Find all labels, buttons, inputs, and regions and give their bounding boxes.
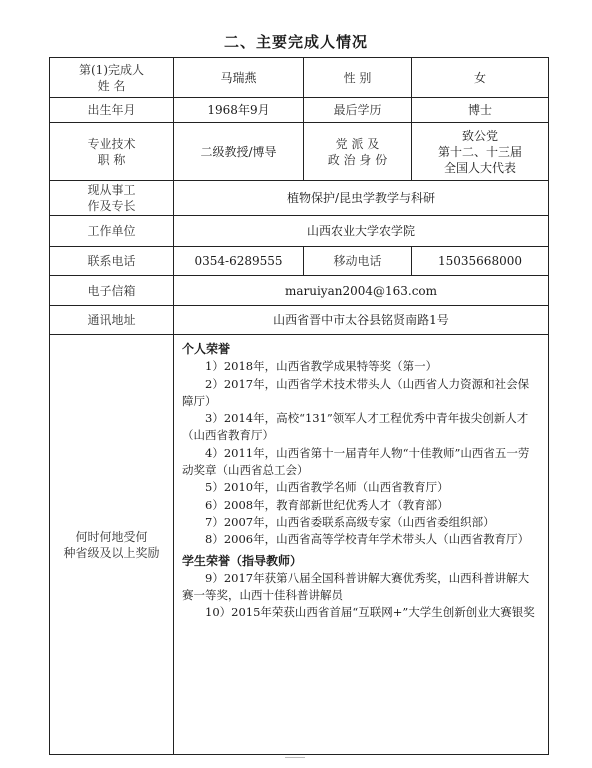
row-awards [50,335,549,755]
label-phone: 联系电话 [50,247,174,276]
label-professional-title: 专业技术 职 称 [50,123,174,181]
honor-item: 2）2017年，山西省学术技术带头人（山西省人力资源和社会保障厅） [182,376,530,408]
row-work-field [50,181,549,216]
awards-content [174,335,549,755]
honor-item: 7）2007年，山西省委联系高级专家（山西省委组织部） [205,514,495,529]
label-name: 第(1)完成人 姓 名 [50,58,174,98]
page-footer-mark [285,757,305,758]
label-employer: 工作单位 [50,216,174,247]
personal-honors-heading: 个人荣誉 [182,342,231,356]
label-education: 最后学历 [304,98,412,123]
row-phone [50,247,549,276]
value-gender: 女 [412,58,549,98]
value-phone: 0354-6289555 [174,247,304,276]
value-work-field: 植物保护/昆虫学教学与科研 [174,181,549,216]
value-employer: 山西农业大学农学院 [174,216,549,247]
personnel-info-table [49,57,549,755]
honor-item: 1）2018年，山西省教学成果特等奖（第一） [205,359,438,374]
label-work-field: 现从事工 作及专长 [50,181,174,216]
value-professional-title: 二级教授/博导 [174,123,304,181]
honor-item: 4）2011年，山西省第十一届青年人物“十佳教师”山西省五一劳动奖章（山西省总工会） [182,445,530,478]
row-title [50,123,549,181]
honor-item: 3）2014年，高校“131”领军人才工程优秀中青年拔尖创新人才（山西省教育厅） [182,411,529,443]
section-title: 二、主要完成人情况 [223,33,368,51]
honor-item: 9）2017年获第八届全国科普讲解大赛优秀奖，山西科普讲解大赛一等奖，山西十佳科普讲解员 [182,570,530,603]
student-honors-heading: 学生荣誉（指导教师） [182,553,303,568]
honor-item: 6）2008年，教育部新世纪优秀人才（教育部） [205,497,449,512]
value-birth: 1968年9月 [174,98,304,123]
row-employer [50,216,549,247]
row-name [50,58,549,98]
row-address [50,306,549,335]
honor-item: 8）2006年，山西省高等学校青年学术带头人（山西省教育厅） [205,532,530,547]
value-education: 博士 [412,98,549,123]
label-email: 电子信箱 [50,276,174,306]
honor-item: 10）2015年荣获山西省首届“互联网+”大学生创新创业大赛银奖 [205,605,535,620]
label-address: 通讯地址 [50,306,174,335]
value-mobile: 15035668000 [412,247,549,276]
honor-item: 5）2010年，山西省教学名师（山西省教育厅） [205,480,449,495]
value-name: 马瑞燕 [174,58,304,98]
label-awards: 何时何地受何 种省级及以上奖励 [50,335,174,755]
row-birth [50,98,549,123]
value-party: 致公党 第十二、十三届 全国人大代表 [412,123,549,181]
label-mobile: 移动电话 [304,247,412,276]
label-birth: 出生年月 [50,98,174,123]
row-email [50,276,549,306]
label-gender: 性 别 [304,58,412,98]
label-party: 党 派 及 政 治 身 份 [304,123,412,181]
value-email: maruiyan2004@163.com [174,276,549,306]
value-address: 山西省晋中市太谷县铭贤南路1号 [174,306,549,335]
